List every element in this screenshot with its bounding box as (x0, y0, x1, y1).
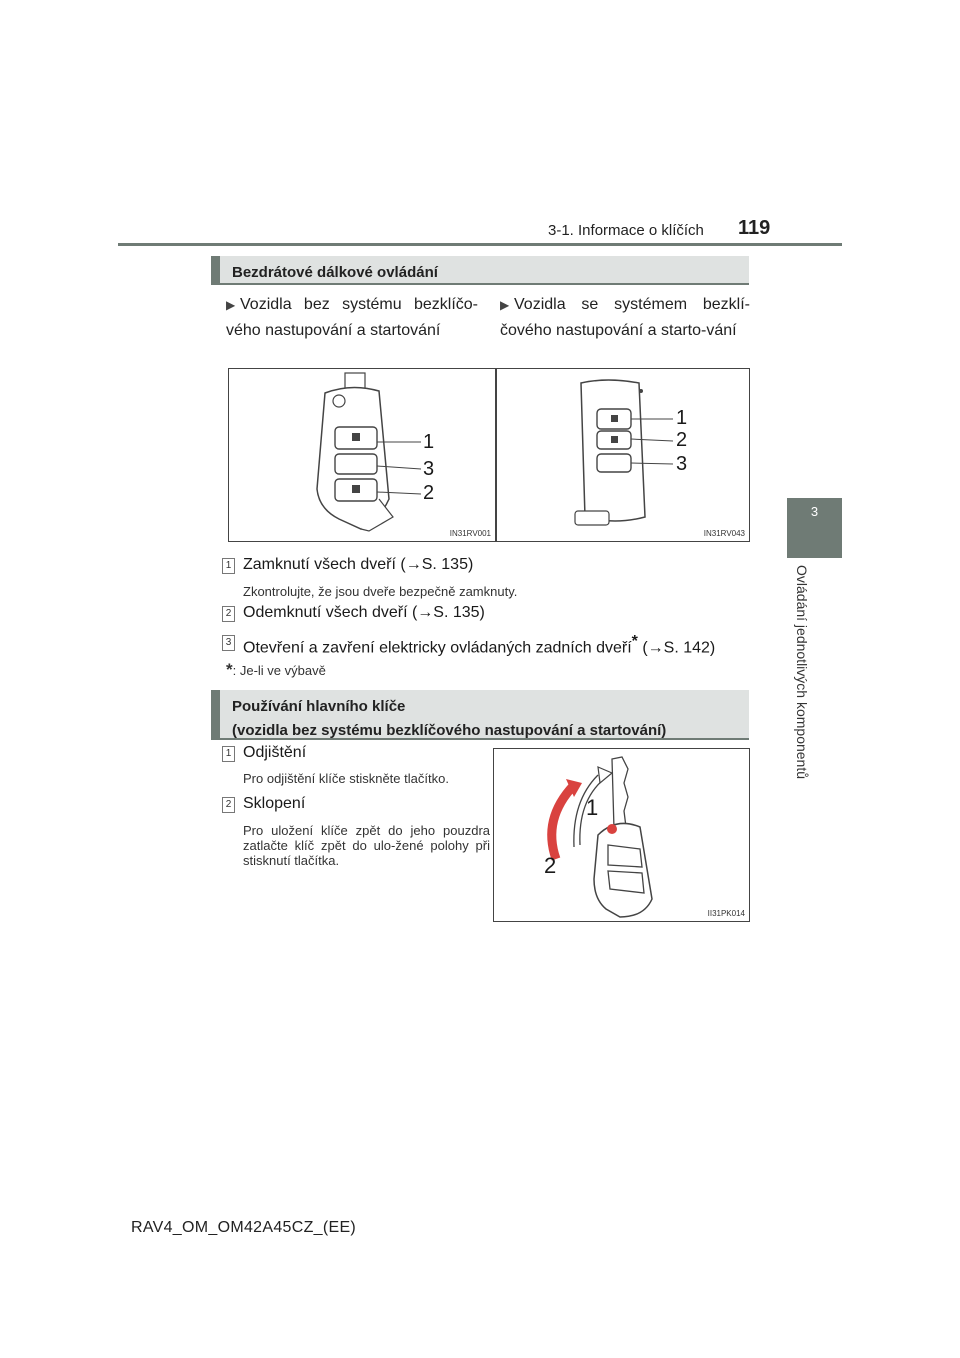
item-release: Odjištění (243, 744, 307, 761)
page-number: 119 (738, 217, 771, 239)
section-title-line2: (vozidla bez systému bezklíčového nastupování a startování) (232, 722, 667, 739)
bullet-with-smart-entry (500, 292, 750, 343)
section-title-master-key (211, 690, 749, 740)
flip-key-illustration (229, 369, 495, 541)
running-header-title: 3-1. Informace o klíčích (548, 222, 704, 239)
figure-code: IN31RV043 (703, 529, 745, 538)
footnote-star: * (226, 660, 233, 679)
key-fold-illustration (494, 749, 749, 921)
callout-3: 3 (676, 453, 688, 475)
figure-code: IN31RV001 (449, 529, 491, 538)
footnote (226, 660, 326, 680)
chapter-title: Ovládání jednotlivých komponentů (794, 565, 810, 780)
item-number-box: 1 (222, 558, 235, 574)
callout-1: 1 (423, 431, 435, 453)
footnote-text: : Je-li ve výbavě (232, 663, 326, 678)
figure-flip-key (228, 368, 496, 542)
figure-smart-key (496, 368, 750, 542)
item-number-box: 2 (222, 606, 235, 622)
bullet-text: Vozidla se systémem bezklí-čového nastupování a starto-vání (500, 296, 750, 339)
smart-key-illustration (497, 369, 749, 541)
bullet-text: Vozidla bez systému bezklíčo-vého nastupování a startování (226, 296, 478, 339)
item-number-box: 1 (222, 746, 235, 762)
item-power-back-door (243, 633, 715, 657)
callout-1: 1 (586, 795, 599, 820)
item-release-note: Pro odjištění klíče stiskněte tlačítko. (243, 771, 449, 786)
figure-code: II31PK014 (707, 909, 745, 918)
item-number-box: 2 (222, 797, 235, 813)
chapter-number: 3 (810, 504, 819, 519)
bullet-no-smart-entry (226, 292, 478, 343)
section-title-line1: Používání hlavního klíče (232, 698, 406, 715)
document-code: RAV4_OM_OM42A45CZ_(EE) (131, 1219, 357, 1236)
callout-3: 3 (423, 458, 435, 480)
item-unlock-all-doors: Odemknutí všech dveří (→S. 135) (243, 604, 485, 621)
callout-2: 2 (544, 853, 557, 878)
triangle-right-icon: ▶ (226, 298, 236, 312)
item-fold-note: Pro uložení klíče zpět do jeho pouzdra zatlačte klíč zpět do ulo-žené polohy při stisknutí tlačítka. (243, 823, 490, 868)
footnote-star: * (631, 633, 638, 650)
callout-2: 2 (423, 482, 435, 504)
header-rule (118, 243, 842, 246)
item-number-box: 3 (222, 635, 235, 651)
item-fold: Sklopení (243, 795, 306, 812)
callout-2: 2 (676, 429, 688, 451)
item-lock-note: Zkontrolujte, že jsou dveře bezpečně zamknuty. (243, 584, 518, 599)
section-title-wireless-remote: Bezdrátové dálkové ovládání (211, 256, 749, 285)
item-page-ref: (→S. 142) (637, 639, 716, 657)
triangle-right-icon: ▶ (500, 298, 510, 312)
figure-key-fold (493, 748, 750, 922)
item-text: Otevření a zavření elektricky ovládaných zadních dveří (243, 639, 632, 657)
item-lock-all-doors: Zamknutí všech dveří (→S. 135) (243, 556, 474, 573)
callout-1: 1 (676, 407, 688, 429)
